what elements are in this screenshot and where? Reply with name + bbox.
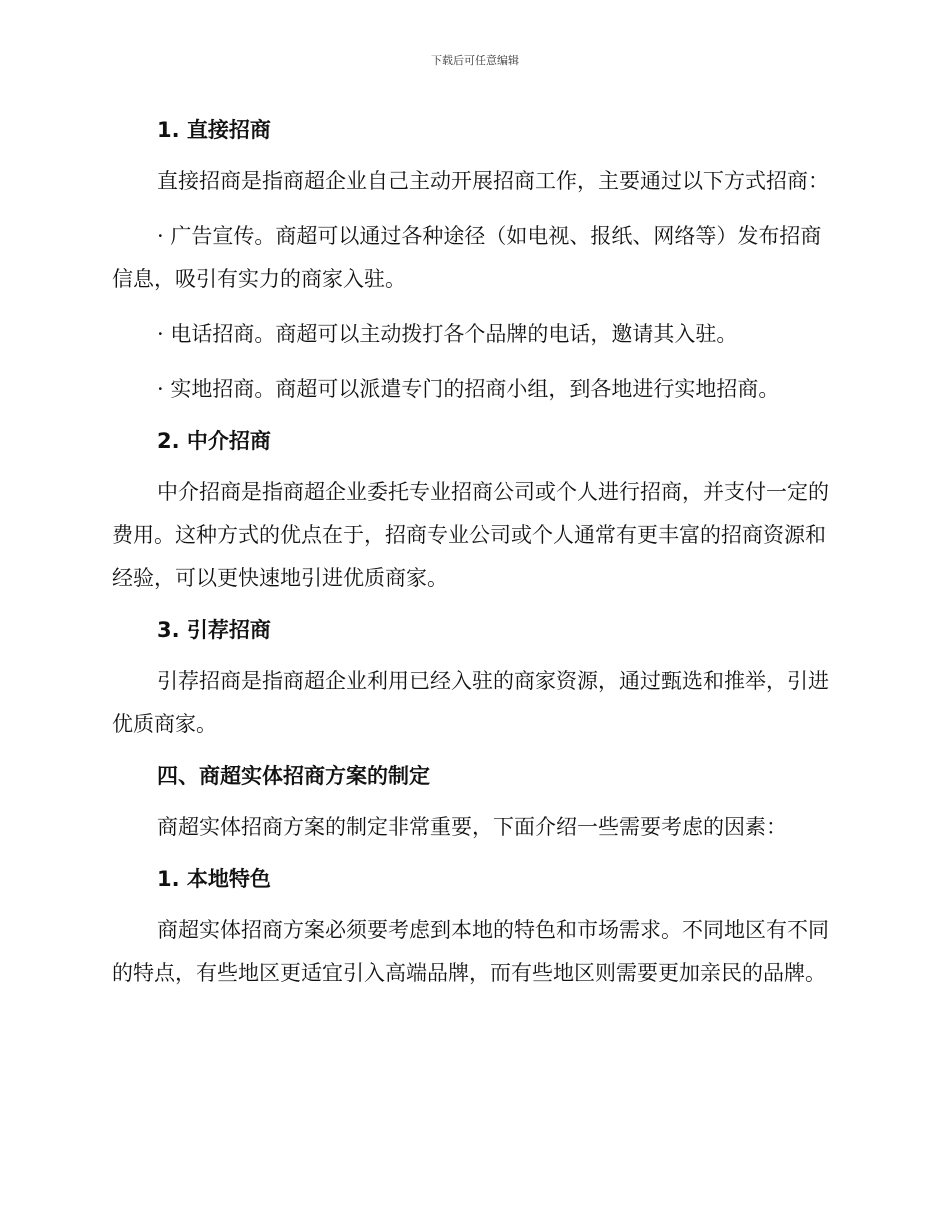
bullet-item: · 广告宣传。商超可以通过各种途径（如电视、报纸、网络等）发布招商信息，吸引有实力的商家入驻。 [112,224,822,291]
section-heading: 1. 本地特色 [157,867,271,891]
bullet-item: · 电话招商。商超可以主动拨打各个品牌的电话，邀请其入驻。 [157,322,738,346]
section-heading: 3. 引荐招商 [157,618,271,642]
section-heading: 1. 直接招商 [157,118,271,142]
paragraph: 商超实体招商方案的制定非常重要，下面介绍一些需要考虑的因素： [157,815,787,839]
paragraph: 商超实体招商方案必须要考虑到本地的特色和市场需求。不同地区有不同的特点，有些地区更适宜引入高端品牌，而有些地区则需要更加亲民的品牌。 [112,918,829,985]
document-body [112,110,830,995]
paragraph: 中介招商是指商超企业委托专业招商公司或个人进行招商，并支付一定的费用。这种方式的优点在于，招商专业公司或个人通常有更丰富的招商资源和经验，可以更快速地引进优质商家。 [112,480,829,590]
section-heading: 2. 中介招商 [157,429,271,453]
page-header: 下载后可任意编辑 [431,54,519,67]
bullet-item: · 实地招商。商超可以派遣专门的招商小组，到各地进行实地招商。 [157,377,780,401]
chapter-heading: 四、商超实体招商方案的制定 [157,764,430,788]
paragraph: 引荐招商是指商超企业利用已经入驻的商家资源，通过甄选和推举，引进优质商家。 [112,669,829,736]
paragraph: 直接招商是指商超企业自己主动开展招商工作，主要通过以下方式招商： [157,169,829,193]
